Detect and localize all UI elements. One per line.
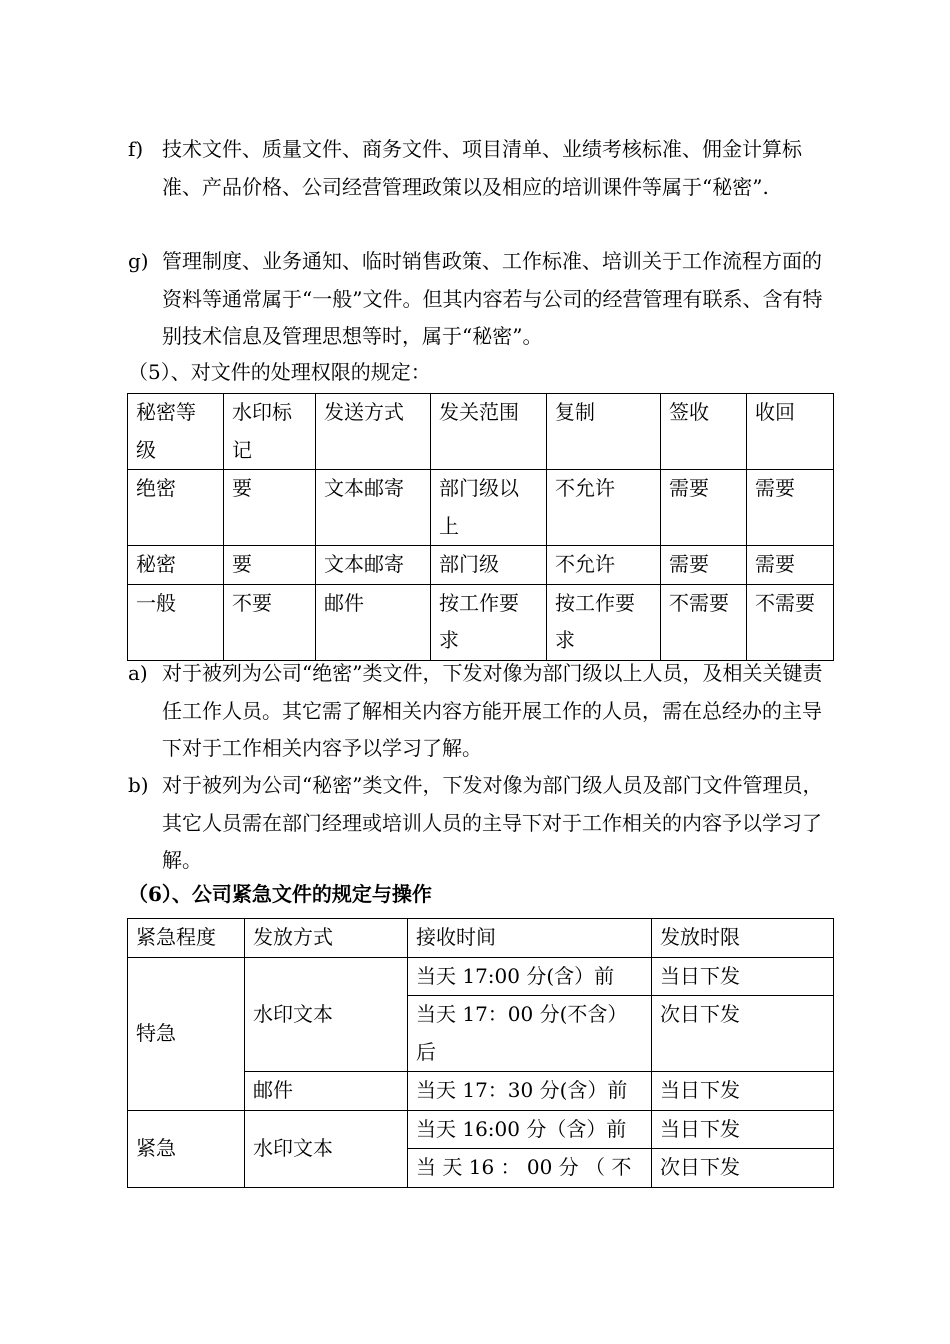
list-marker: g) — [128, 249, 149, 273]
table-cell: 文本邮寄 — [316, 546, 431, 585]
table-cell: 绝密 — [128, 470, 224, 546]
receive-time-cell: 当天 17:00 分(含）前 — [408, 957, 652, 996]
table-cell: 不需要 — [747, 584, 834, 660]
list-text: 管理制度、业务通知、临时销售政策、工作标准、培训关于工作流程方面的资料等通常属于“一般”文件。但其内容若与公司的经营管理有联系、含有特别技术信息及管理思想等时，属于“秘密”。 — [162, 249, 823, 348]
table-cell: 部门级以上 — [431, 470, 547, 546]
list-text: 技术文件、质量文件、商务文件、项目清单、业绩考核标准、佣金计算标准、产品价格、公司经营管理政策以及相应的培训课件等属于“秘密”. — [162, 137, 802, 199]
table-cell: 邮件 — [316, 584, 431, 660]
table-cell: 不允许 — [547, 546, 661, 585]
list-marker: f) — [128, 137, 144, 161]
list-text: 对于被列为公司“绝密”类文件，下发对像为部门级以上人员，及相关关键责任工作人员。其它需了解相关内容方能开展工作的人员，需在总经办的主导下对于工作相关内容予以学习了解。 — [162, 661, 823, 760]
table-header-cell: 发关范围 — [431, 394, 547, 470]
urgency-level-cell: 特急 — [128, 957, 245, 1110]
receive-time-cell: 当天 16:00 分（含）前 — [408, 1110, 652, 1149]
table-cell: 按工作要求 — [547, 584, 661, 660]
section-6-heading: （6）、公司紧急文件的规定与操作 — [128, 882, 432, 906]
list-item-g — [128, 243, 838, 356]
table-row — [128, 1110, 834, 1149]
table-header-cell: 发放时限 — [652, 919, 834, 958]
table-cell: 需要 — [661, 470, 747, 546]
table-cell: 要 — [224, 546, 316, 585]
table-header-cell: 收回 — [747, 394, 834, 470]
table-cell: 一般 — [128, 584, 224, 660]
table-header-cell: 发放方式 — [245, 919, 408, 958]
table-header-cell: 秘密等级 — [128, 394, 224, 470]
receive-time-cell: 当 天 16 ： 00 分 （ 不 — [408, 1149, 652, 1188]
list-marker: b) — [128, 773, 149, 797]
table-cell: 按工作要求 — [431, 584, 547, 660]
receive-time-cell: 当天 17：30 分(含）前 — [408, 1072, 652, 1111]
time-limit-cell: 当日下发 — [652, 957, 834, 996]
urgency-level-cell: 紧急 — [128, 1110, 245, 1187]
table-cell: 文本邮寄 — [316, 470, 431, 546]
table-row — [128, 957, 834, 996]
section-5-heading: （5）、对文件的处理权限的规定： — [128, 360, 431, 384]
list-text: 对于被列为公司“秘密”类文件，下发对像为部门级人员及部门文件管理员，其它人员需在部门经理或培训人员的主导下对于工作相关的内容予以学习了解。 — [162, 773, 823, 872]
time-limit-cell: 当日下发 — [652, 1072, 834, 1111]
receive-time-cell: 当天 17：00 分(不含）后 — [408, 996, 652, 1072]
table-cell: 部门级 — [431, 546, 547, 585]
table-header-cell: 签收 — [661, 394, 747, 470]
send-method-cell: 邮件 — [245, 1072, 408, 1111]
table-cell: 不允许 — [547, 470, 661, 546]
table-header-row — [128, 394, 834, 470]
table-row — [128, 546, 834, 585]
table-header-cell: 紧急程度 — [128, 919, 245, 958]
table-row — [128, 584, 834, 660]
table-cell: 需要 — [661, 546, 747, 585]
send-method-cell: 水印文本 — [245, 1110, 408, 1187]
table-header-cell: 复制 — [547, 394, 661, 470]
table-cell: 不要 — [224, 584, 316, 660]
permission-table — [127, 393, 834, 661]
list-item-b — [128, 767, 838, 880]
table-cell: 需要 — [747, 470, 834, 546]
time-limit-cell: 次日下发 — [652, 996, 834, 1072]
table-cell: 要 — [224, 470, 316, 546]
table-header-cell: 水印标记 — [224, 394, 316, 470]
time-limit-cell: 当日下发 — [652, 1110, 834, 1149]
table-header-row — [128, 919, 834, 958]
send-method-cell: 水印文本 — [245, 957, 408, 1072]
list-marker: a) — [128, 661, 148, 685]
table-cell: 秘密 — [128, 546, 224, 585]
table-header-cell: 接收时间 — [408, 919, 652, 958]
table-header-cell: 发送方式 — [316, 394, 431, 470]
list-item-a — [128, 655, 838, 768]
table-cell: 不需要 — [661, 584, 747, 660]
table-row — [128, 470, 834, 546]
urgent-file-table — [127, 918, 834, 1188]
list-item-f — [128, 131, 838, 206]
table-cell: 需要 — [747, 546, 834, 585]
time-limit-cell: 次日下发 — [652, 1149, 834, 1188]
